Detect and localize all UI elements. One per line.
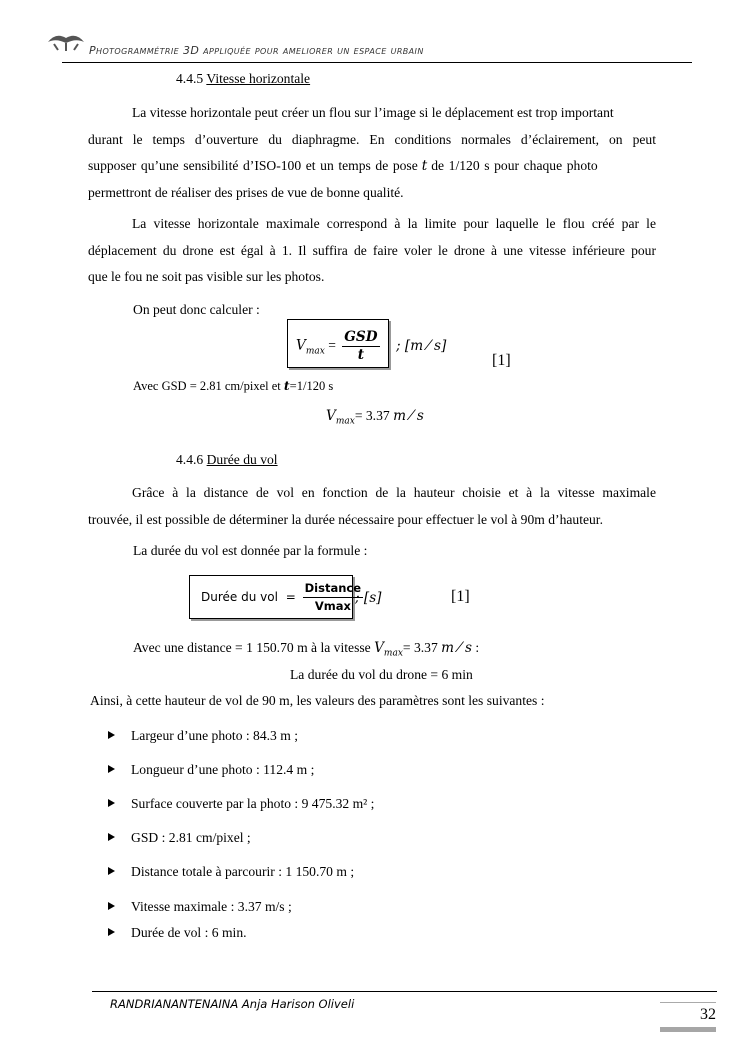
formula-unit: ; [s] (355, 590, 382, 606)
paragraph-max-speed: La vitesse horizontale maximale correspond à la limite pour laquelle le flou créé par le déplacement du drone est égal à 1. Il suffira de faire voler le drone à une vitesse inférieure pour que le fou ne soit pas visible sur les photos. (88, 216, 656, 284)
formula-numerator: GSD (344, 329, 378, 345)
list-item: GSD : 2.81 cm/pixel ; (108, 830, 251, 846)
arrow-bullet-icon (108, 833, 115, 841)
section-number: 4.4.6 (176, 452, 204, 467)
formula-vmax-box: $V_{max}$ = $\frac{\text{GSD}}{t}$ (287, 319, 389, 368)
arrow-bullet-icon (108, 731, 115, 739)
arrow-bullet-icon (108, 799, 115, 807)
duration-intro: La durée du vol est donnée par la formule : (133, 543, 368, 558)
section-number: 4.4.5 (176, 71, 204, 86)
paragraph-blur: La vitesse horizontale peut créer un flou sur l’image si le déplacement est trop important durant le temps d’ouverture du diaphragme. En conditions normales d’éclairement, on peut supposer qu’une sensibilité d’ISO-100 et un temps de pose t de 1/120 s pour chaque photo permettront de réaliser des prises de vue de bonne qualité. (88, 105, 656, 200)
vmax-result: $V_{max}= 3.37$ m ⁄ s (326, 408, 424, 427)
formula-numerator: Distance (303, 581, 363, 598)
formula-denominator: Vmax (314, 599, 351, 613)
paragraph-flight-duration: Grâce à la distance de vol en fonction de la hauteur choisie et à la vitesse maximale trouvée, il est possible de déterminer la durée nécessaire pour effectuer le vol à 90m d’hauteur. (88, 485, 656, 527)
section-heading-4-4-5 (176, 71, 310, 87)
page-number: 32 (700, 1006, 716, 1023)
section-title: Vitesse horizontale (206, 71, 311, 86)
footer-divider (92, 991, 717, 992)
list-item: Vitesse maximale : 3.37 m/s ; (108, 899, 292, 915)
list-item: Longueur d’une photo : 112.4 m ; (108, 762, 314, 778)
params-intro: Ainsi, à cette hauteur de vol de 90 m, les valeurs des paramètres sont les suivantes : (90, 693, 545, 708)
formula-unit: ; [m ⁄ s] (396, 338, 447, 354)
list-item: Largeur d’une photo : 84.3 m ; (108, 728, 298, 744)
arrow-bullet-icon (108, 765, 115, 773)
list-item: Durée de vol : 6 min. (108, 925, 247, 941)
footer-author: RANDRIANANTENAINA Anja Harison Oliveli (110, 997, 355, 1011)
page-number-bar (660, 1027, 716, 1032)
formula-denominator: t (357, 347, 365, 363)
arrow-bullet-icon (108, 867, 115, 875)
header-divider (62, 62, 692, 63)
page-number-rule (660, 1002, 716, 1003)
formula-duration-box: Durée du vol = $\frac{\text{Distance}}{Vmax}$ (189, 575, 353, 619)
header-title: Photogrammétrie 3D appliquée pour ameliorer un espace urbain (89, 44, 424, 57)
section-heading-4-4-6 (176, 452, 278, 468)
calc-intro: On peut donc calculer : (133, 302, 260, 317)
gsd-line: Avec GSD = 2.81 cm/pixel et t=1/120 s (133, 378, 334, 393)
list-item: Surface couverte par la photo : 9 475.32 m² ; (108, 796, 374, 812)
formula-reference: [1] (492, 352, 511, 369)
list-item: Distance totale à parcourir : 1 150.70 m ; (108, 864, 354, 880)
university-logo-icon (46, 30, 86, 52)
formula-reference: [1] (451, 588, 470, 605)
duration-result: La durée du vol du drone = 6 min (290, 667, 473, 682)
arrow-bullet-icon (108, 928, 115, 936)
distance-line: Avec une distance = 1 150.70 m à la vitesse $V_{max}= 3.37$ m ⁄ s : (133, 640, 480, 659)
arrow-bullet-icon (108, 902, 115, 910)
section-title: Durée du vol (206, 452, 278, 467)
